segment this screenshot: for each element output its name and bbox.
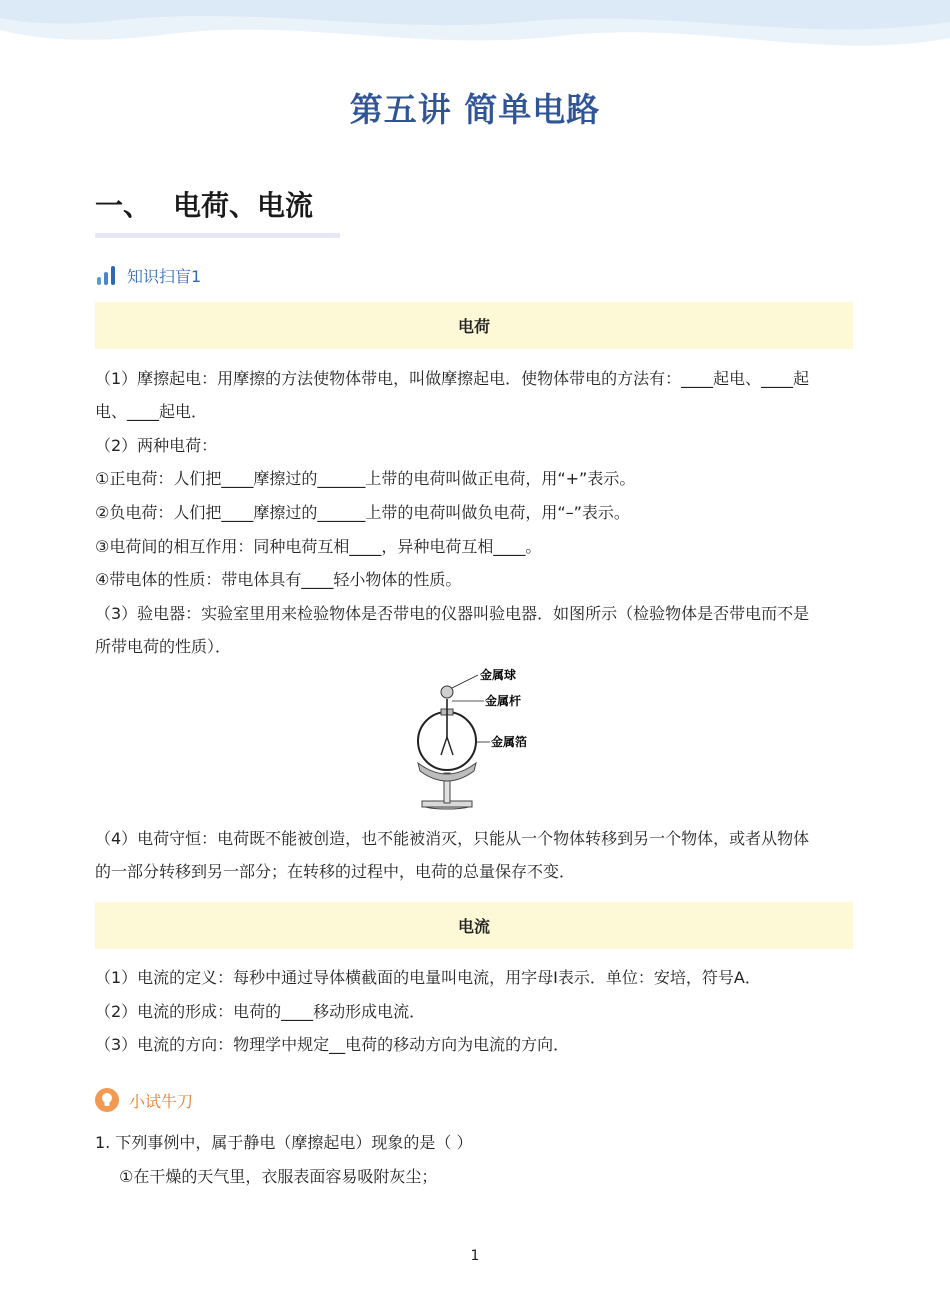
practice-tag-label: 小试牛刀 <box>129 1091 194 1111</box>
label-metal-foil: 金属箔 <box>491 735 528 749</box>
electroscope-diagram <box>412 665 542 813</box>
charge-line: 所带电荷的性质）． <box>95 637 232 656</box>
knowledge-tag-label: 知识扫盲1 <box>127 266 202 286</box>
current-band: 电流 <box>95 902 853 949</box>
charge-line: ④带电体的性质：带电体具有____轻小物体的性质。 <box>95 570 462 589</box>
section-underline <box>95 233 340 238</box>
charge-line: ③电荷间的相互作用：同种电荷互相____，异种电荷互相____。 <box>95 537 542 556</box>
bar-chart-icon <box>95 264 117 286</box>
current-line: （3）电流的方向：物理学中规定__电荷的移动方向为电流的方向． <box>95 1035 570 1054</box>
charge-line: ①正电荷：人们把____摩擦过的______上带的电荷叫做正电荷，用“+”表示。 <box>95 469 636 488</box>
section-number: 一、 <box>95 189 152 222</box>
practice-tag <box>95 1088 193 1112</box>
charge-line: （2）两种电荷： <box>95 436 218 455</box>
charge-line: ②负电荷：人们把____摩擦过的______上带的电荷叫做负电荷，用“–”表示。 <box>95 503 630 522</box>
section-title: 电荷、电流 <box>173 189 314 222</box>
page-title: 第五讲 简单电路 <box>349 90 601 129</box>
question-option: ①在干燥的天气里，衣服表面容易吸附灰尘； <box>119 1167 438 1186</box>
label-metal-ball: 金属球 <box>480 668 517 682</box>
knowledge-tag <box>95 263 201 287</box>
question-stem: 1. 下列事例中，属于静电（摩擦起电）现象的是（ ） <box>95 1133 473 1152</box>
charge-band: 电荷 <box>95 302 853 349</box>
current-line: （1）电流的定义：每秒中通过导体横截面的电量叫电流，用字母I表示．单位：安培，符号A． <box>95 968 761 987</box>
section-heading <box>95 184 313 224</box>
charge-line: （1）摩擦起电：用摩擦的方法使物体带电，叫做摩擦起电．使物体带电的方法有：____起电、____起 <box>95 369 810 388</box>
header-wave-decoration <box>0 0 950 70</box>
lightbulb-icon <box>95 1088 119 1112</box>
current-line: （2）电流的形成：电荷的____移动形成电流． <box>95 1002 426 1021</box>
label-metal-rod: 金属杆 <box>485 694 522 708</box>
charge-line: （3）验电器：实验室里用来检验物体是否带电的仪器叫验电器．如图所示（检验物体是否带电而不是 <box>95 604 810 623</box>
charge-line: （4）电荷守恒：电荷既不能被创造，也不能被消灭，只能从一个物体转移到另一个物体，或者从物体 <box>95 829 810 848</box>
charge-line: 电、____起电． <box>95 402 208 421</box>
page-number: 1 <box>470 1248 480 1264</box>
charge-line: 的一部分转移到另一部分；在转移的过程中，电荷的总量保存不变． <box>95 862 576 881</box>
